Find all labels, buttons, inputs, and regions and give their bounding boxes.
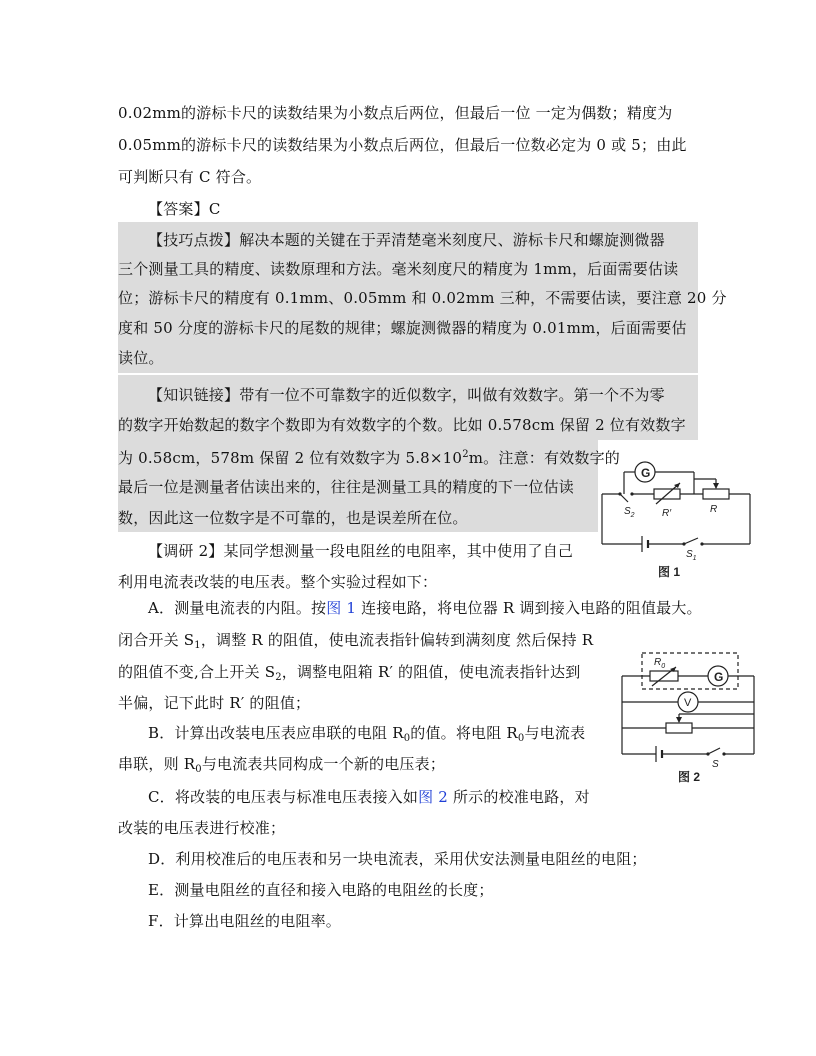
tips-line1: 【技巧点拨】解决本题的关键在于弄清楚毫米刻度尺、游标卡尺和螺旋测微器 bbox=[148, 231, 665, 249]
research-line1: 【调研 2】某同学想测量一段电阻丝的电阻率，其中使用了自己 bbox=[148, 542, 574, 560]
figure2-caption: 图 2 bbox=[678, 770, 701, 784]
knowledge-line4: 最后一位是测量者估读出来的，往往是测量工具的精度的下一位估读 bbox=[118, 478, 575, 496]
knowledge-line3 bbox=[118, 444, 620, 470]
stepC-line2: 改装的电压表进行校准； bbox=[118, 819, 286, 837]
figure2-r0-label: $R_0$ bbox=[654, 657, 666, 670]
stepB-line1-tail: 与电流表 bbox=[524, 724, 586, 742]
stepA-line3 bbox=[118, 661, 580, 687]
tips-line5: 读位。 bbox=[118, 349, 164, 367]
knowledge-line5: 数，因此这一位数字是不可靠的，也是误差所在位。 bbox=[118, 509, 468, 527]
figure1-circuit bbox=[598, 452, 758, 582]
stepD-line1: D．利用校准后的电压表和另一块电流表，采用伏安法测量电阻丝的电阻； bbox=[148, 850, 647, 868]
stepE-line1: E．测量电阻丝的直径和接入电路的电阻丝的长度； bbox=[148, 881, 494, 899]
figure1-r-label: R bbox=[710, 504, 718, 515]
figure1-rprime-label: R′ bbox=[662, 508, 672, 519]
r0-subscript-2: 0 bbox=[517, 733, 525, 744]
figure2-link[interactable]: 图 2 bbox=[418, 788, 449, 806]
stepB-line2 bbox=[118, 753, 445, 779]
stepA-line3-tail: ，调整电阻箱 R′ 的阻值，使电流表指针达到 bbox=[281, 663, 581, 681]
stepA-line2 bbox=[118, 629, 593, 655]
s1-subscript: 1 bbox=[194, 640, 201, 651]
stepA-line2-text: 闭合开关 S bbox=[118, 631, 195, 649]
knowledge-line2: 的数字开始数起的数字个数即为有效数字的个数。比如 0.578cm 保留 2 位有效数字 bbox=[118, 416, 686, 434]
figure2-circuit bbox=[616, 650, 762, 785]
stepA-line4: 半偏，记下此时 R′ 的阻值； bbox=[118, 694, 311, 712]
stepC-line1-tail: 所示的校准电路，对 bbox=[448, 788, 590, 806]
research-line2: 利用电流表改装的电压表。整个实验过程如下： bbox=[118, 573, 438, 591]
stepB-line2-text: 串联，则 R bbox=[118, 755, 196, 773]
figure2-voltmeter-label: V bbox=[684, 697, 692, 709]
tips-line2: 三个测量工具的精度、读数原理和方法。毫米刻度尺的精度为 1mm，后面需要估读 bbox=[118, 260, 679, 278]
answer-value: C bbox=[208, 200, 221, 218]
knowledge-line3-tail: m。注意：有效数字的 bbox=[468, 449, 620, 467]
knowledge-exponent: 2 bbox=[462, 449, 469, 460]
stepC-line1-text: C．将改装的电压表与标准电压表接入如 bbox=[148, 788, 419, 806]
s2-subscript: 2 bbox=[275, 672, 282, 683]
figure1-s2-label: $S_2$ bbox=[624, 506, 635, 519]
figure1-meter-label: G bbox=[641, 466, 651, 480]
para1-line2: 0.05mm的游标卡尺的读数结果为小数点后两位，但最后一位数必定为 0 或 5；由此 bbox=[118, 136, 687, 154]
answer-line bbox=[148, 198, 221, 224]
stepA-line1 bbox=[148, 597, 702, 623]
stepA-line3-text: 的阻值不变,合上开关 S bbox=[118, 663, 276, 681]
tips-line4: 度和 50 分度的游标卡尺的尾数的规律；螺旋测微器的精度为 0.01mm，后面需要估 bbox=[118, 319, 687, 337]
stepB-line1-text: B．计算出改装电压表应串联的电阻 R bbox=[148, 724, 404, 742]
stepF-line1: F．计算出电阻丝的电阻率。 bbox=[148, 912, 342, 930]
knowledge-line3-text: 为 0.58cm，578m 保留 2 位有效数字为 5.8×10 bbox=[118, 449, 463, 467]
stepB-line2-tail: 与电流表共同构成一个新的电压表； bbox=[201, 755, 446, 773]
r0-subscript-3: 0 bbox=[195, 764, 202, 775]
stepC-line1 bbox=[148, 786, 590, 812]
figure1-link[interactable]: 图 1 bbox=[326, 599, 357, 617]
para1-line3: 可判断只有 C 符合。 bbox=[118, 168, 262, 186]
figure1-caption: 图 1 bbox=[658, 565, 681, 579]
figure1-s1-label: $S_1$ bbox=[686, 549, 697, 562]
figure2-meter-label: G bbox=[714, 670, 724, 684]
stepA-line1-text: A．测量电流表的内阻。按 bbox=[148, 599, 327, 617]
stepA-line1-tail: 连接电路，将电位器 R 调到接入电路的阻值最大。 bbox=[356, 599, 702, 617]
para1-line1: 0.02mm的游标卡尺的读数结果为小数点后两位，但最后一位 一定为偶数；精度为 bbox=[118, 104, 673, 122]
knowledge-line1: 【知识链接】带有一位不可靠数字的近似数字，叫做有效数字。第一个不为零 bbox=[148, 386, 665, 404]
figure2-s-label: S bbox=[712, 759, 719, 770]
stepB-line1 bbox=[148, 722, 585, 748]
stepB-line1-mid: 的值。将电阻 R bbox=[410, 724, 518, 742]
tips-line3: 位；游标卡尺的精度有 0.1mm、0.05mm 和 0.02mm 三种，不需要估读，要注意 20 分 bbox=[118, 289, 727, 307]
stepA-line2-tail: ，调整 R 的阻值，使电流表指针偏转到满刻度 然后保持 R bbox=[200, 631, 594, 649]
answer-label: 【答案】 bbox=[148, 200, 209, 218]
r0-subscript: 0 bbox=[403, 733, 411, 744]
